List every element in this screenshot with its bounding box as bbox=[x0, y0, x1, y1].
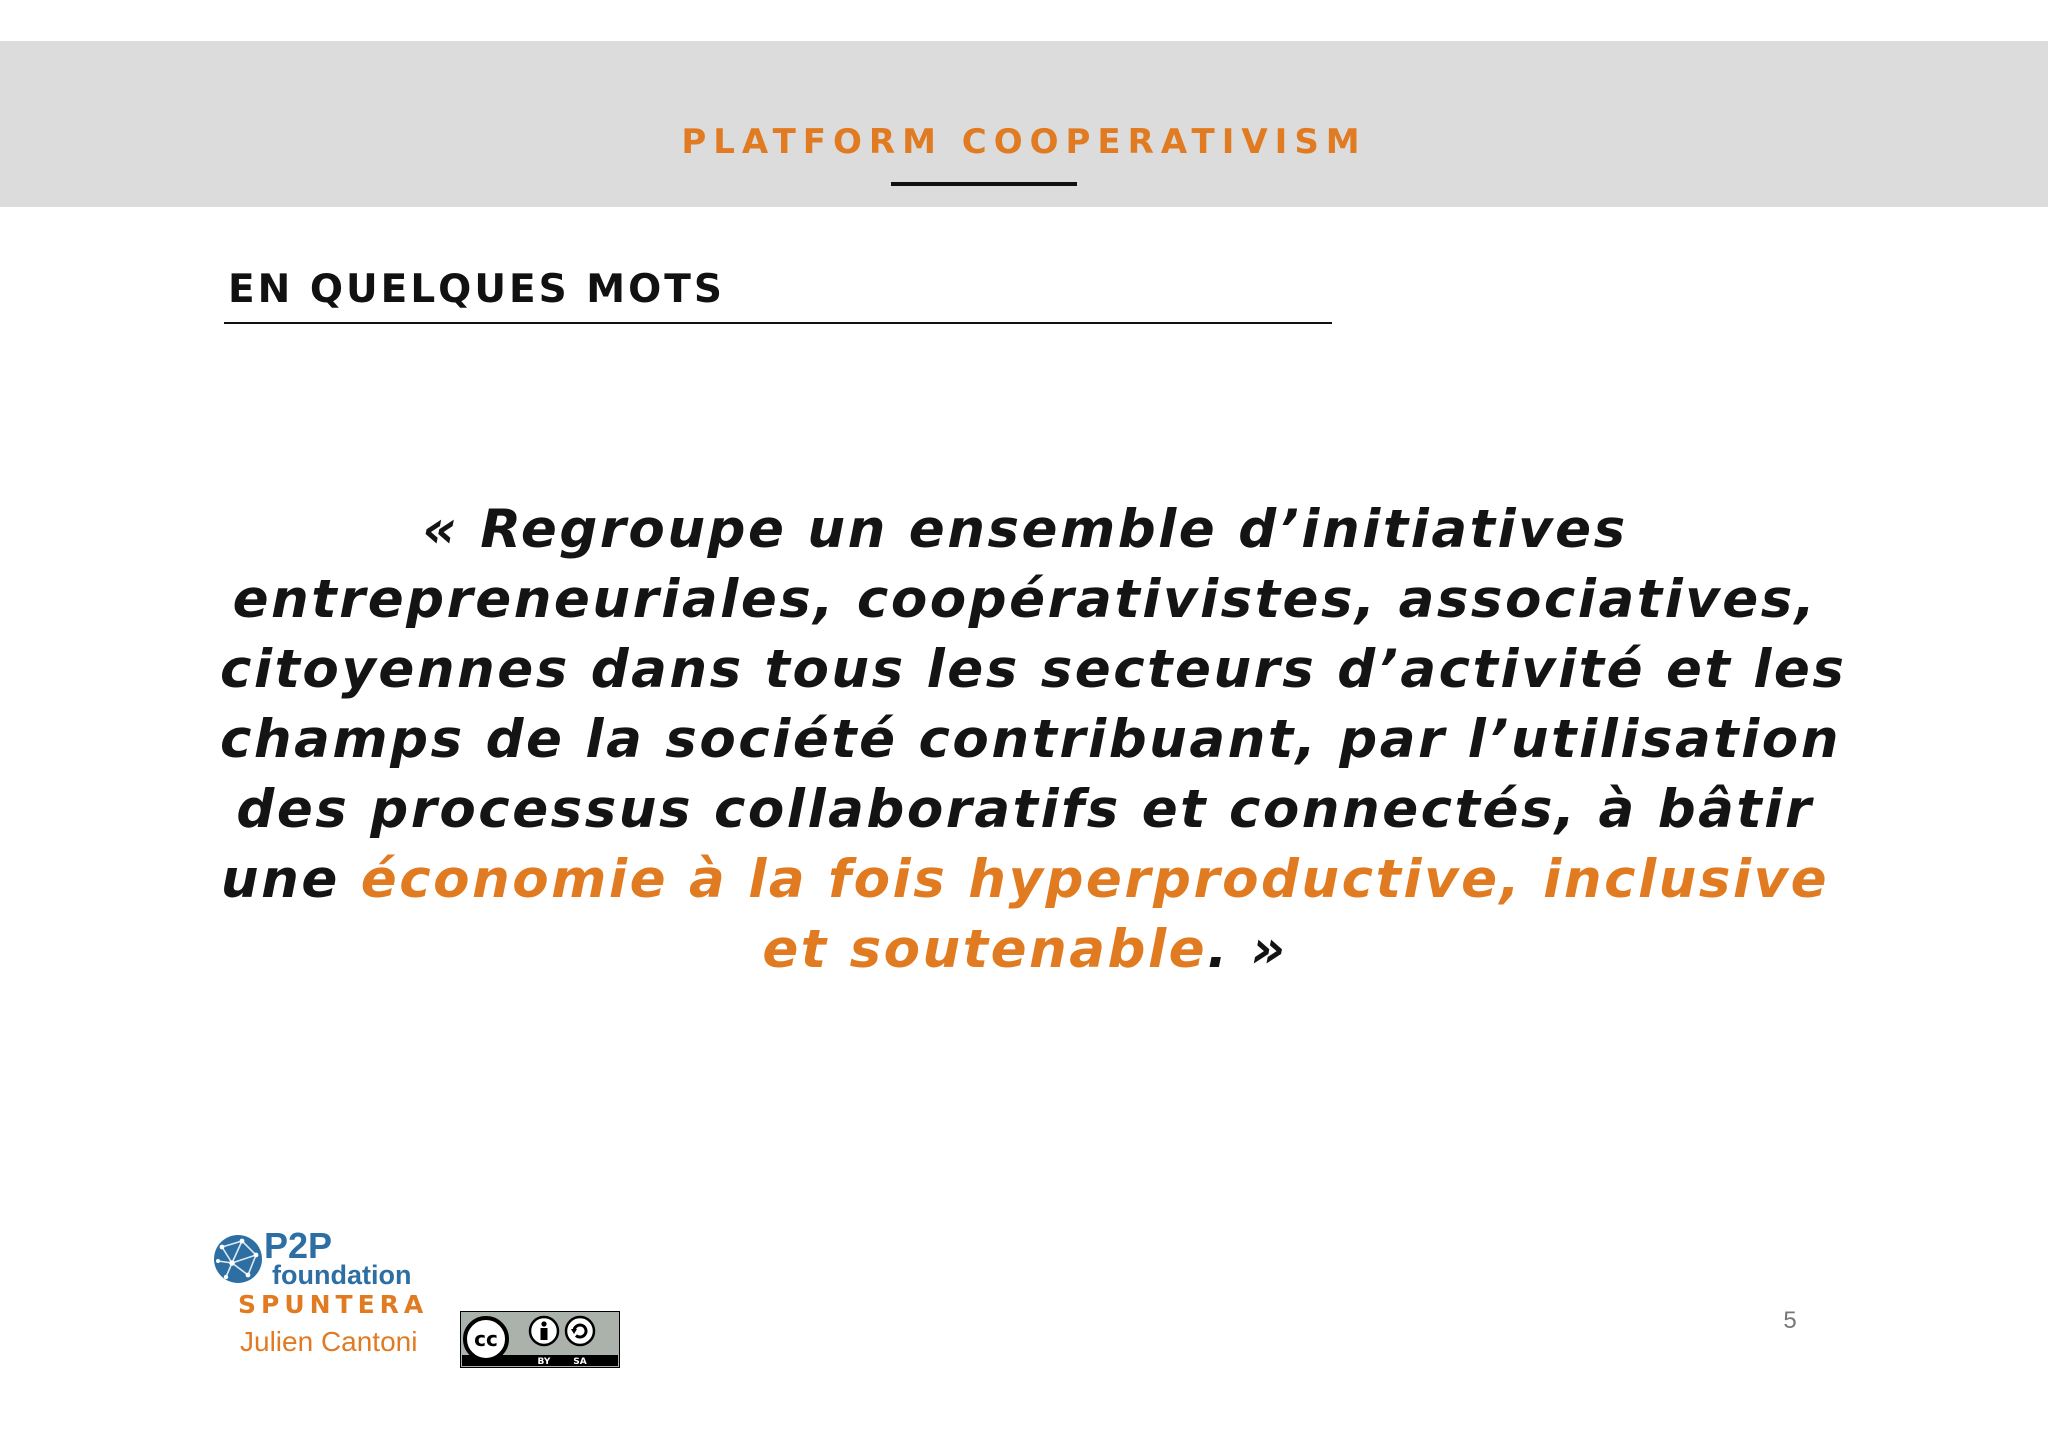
globe-network-icon bbox=[212, 1233, 264, 1285]
quote-line-7 bbox=[220, 915, 1830, 985]
quote-line-3: citoyennes dans tous les secteurs d’activité et les bbox=[220, 639, 1847, 700]
footer-logos bbox=[210, 1225, 630, 1378]
header-underline bbox=[891, 182, 1077, 186]
creative-commons-by-sa-icon bbox=[460, 1311, 620, 1368]
foundation-logo-text: foundation bbox=[272, 1260, 412, 1290]
cc-label: cc bbox=[474, 1327, 498, 1351]
spuntera-logo-text: SPUNTERA bbox=[238, 1290, 429, 1319]
quote-highlight-2: et soutenable bbox=[762, 919, 1208, 980]
p2p-logo-text: P2P bbox=[264, 1225, 333, 1266]
header-title: PLATFORM COOPERATIVISM bbox=[681, 122, 1367, 162]
quote-line-2: entrepreneuriales, coopérativistes, associatives, bbox=[232, 569, 1818, 630]
quote-block bbox=[220, 495, 1847, 985]
section-heading: EN QUELQUES MOTS bbox=[228, 267, 725, 312]
quote-line-4: champs de la société contribuant, par l’utilisation bbox=[220, 709, 1841, 770]
quote-highlight-1: économie à la fois hyperproductive, inclusive bbox=[360, 849, 1830, 910]
license-by-label: BY bbox=[537, 1357, 551, 1367]
quote-line-5: des processus collaboratifs et connectés, à bâtir bbox=[236, 779, 1814, 840]
quote-line-1: « Regroupe un ensemble d’initiatives bbox=[422, 499, 1628, 560]
quote-line-6 bbox=[220, 845, 1830, 915]
quote-line-6-prefix: une bbox=[220, 849, 361, 910]
license-sa-label: SA bbox=[573, 1357, 587, 1367]
section-underline bbox=[224, 322, 1332, 324]
page-number: 5 bbox=[1783, 1307, 1797, 1334]
author-name: Julien Cantoni bbox=[240, 1326, 418, 1357]
quote-line-7-suffix: . » bbox=[1207, 919, 1288, 980]
